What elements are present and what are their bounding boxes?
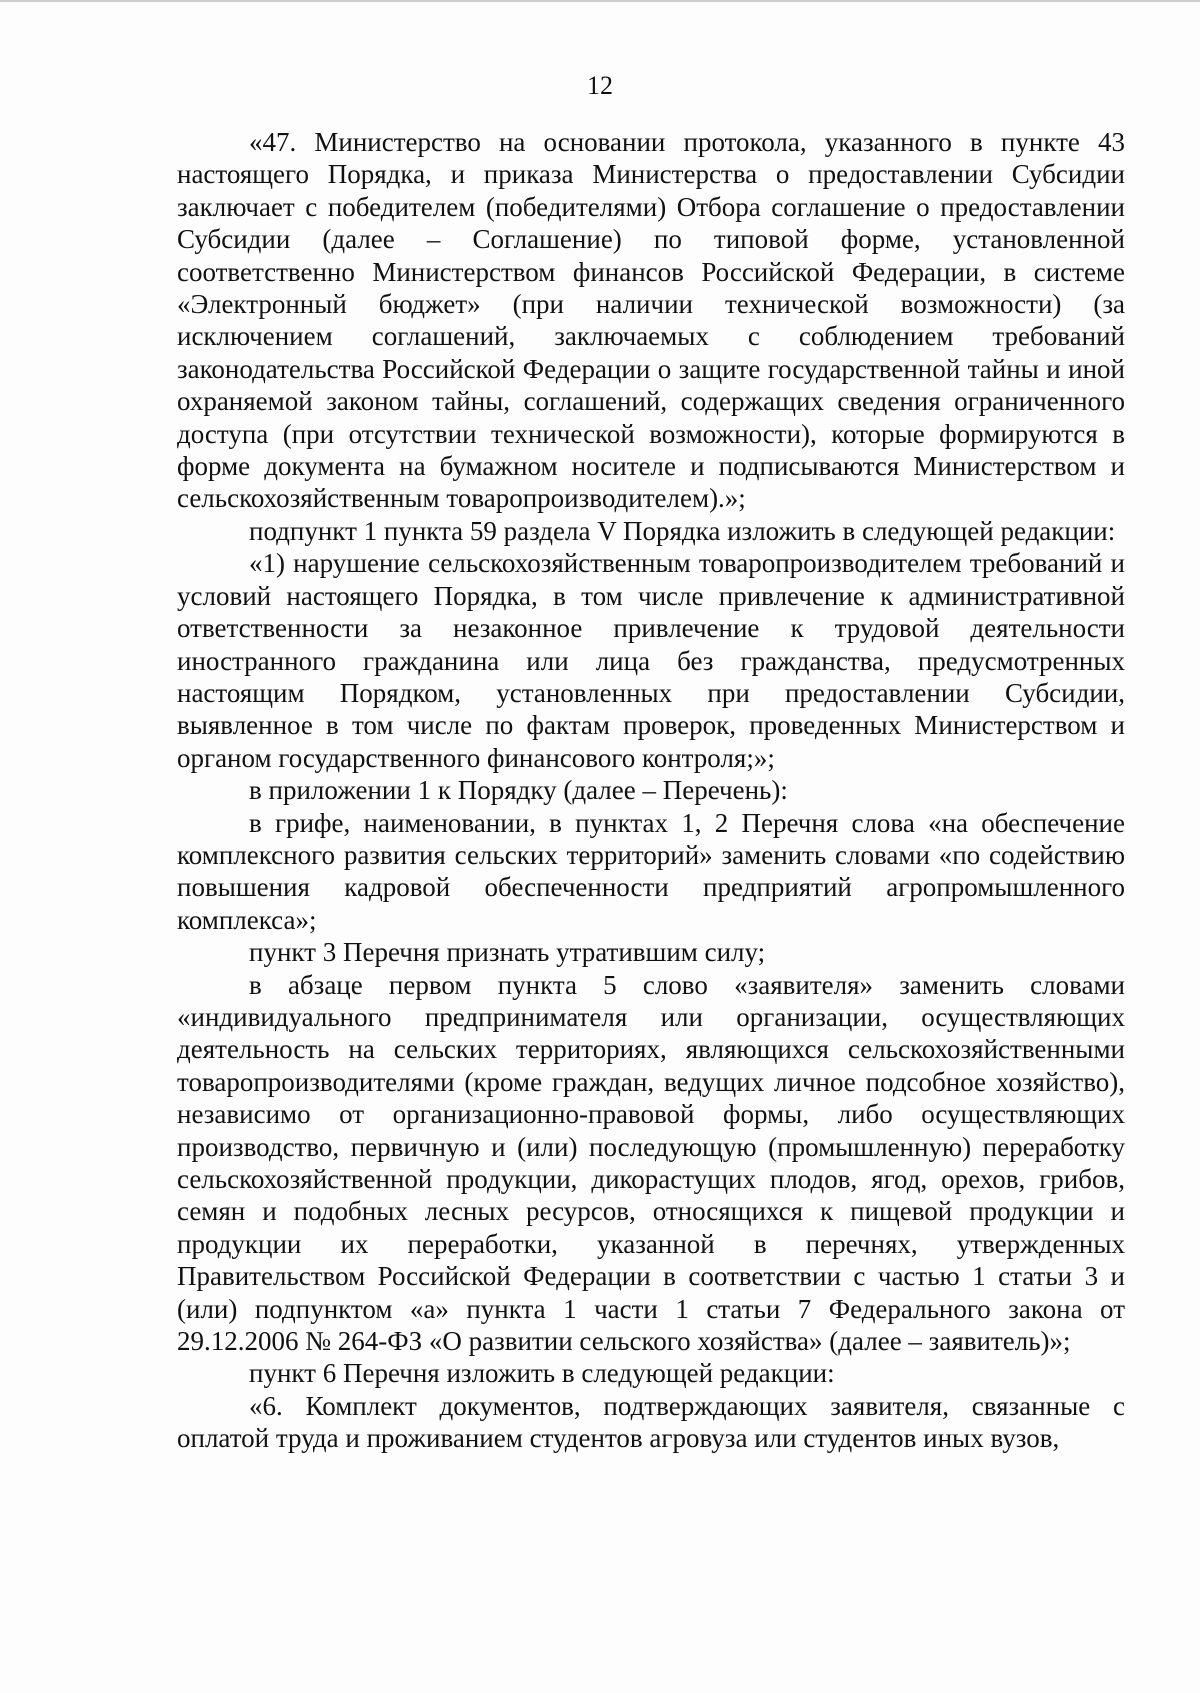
paragraph-subpoint-1-text: «1) нарушение сельскохозяйственным товаропроизводителем требований и условий настоящего Порядка, в том числе привлечение к административной ответственности за незаконное привлечение к трудовой деятельности иностранного гражданина или лица без гражданства, предусмотренных настоящим Порядком, установленных при предоставлении Субсидии, выявленное в том числе по фактам проверок, проведенных Министерством и органом государственного финансового контроля;»; xyxy=(177,548,1125,773)
paragraph-point-47: «47. Министерство на основании протокола, указанного в пункте 43 настоящего Порядка, и приказа Министерства о предоставлении Субсидии заключает с победителем (победителями) Отбора соглашение о предоставлении Субсидии (далее – Соглашение) по типовой форме, установленной соответственно Министерством финансов Российской Федерации, в системе «Электронный бюджет» (при наличии технической возможности) (за исключением соглашений, заключаемых с соблюдением требований законодательства Российской Федерации о защите государственной тайны и иной охраняемой законом тайны, соглашений, содержащих сведения ограниченного доступа (при отсутствии технической возможности), которые формируются в форме документа на бумажном носителе и подписываются Министерством и сельскохозяйственным товаропроизводителем).»; xyxy=(177,127,1125,514)
paragraph-heading-replacement: в грифе, наименовании, в пунктах 1, 2 Перечня слова «на обеспечение комплексного развития сельских территорий» заменить словами «по содействию повышения кадровой обеспеченности предприятий агропромышленного комплекса»; xyxy=(177,807,1125,935)
paragraph-point-3: пункт 3 Перечня признать утратившим силу; xyxy=(249,937,766,968)
paragraph-point-6-text: «6. Комплект документов, подтверждающих заявителя, связанные с оплатой труда и проживанием студентов агровуза или студентов иных вузов, xyxy=(177,1390,1125,1454)
paragraph-point-5: в абзаце первом пункта 5 слово «заявителя» заменить словами «индивидуального предпринимателя или организации, осуществляющих деятельность на сельских территориях, являющихся сельскохозяйственными товаропроизводителями (кроме граждан, ведущих личное подсобное хозяйство), независимо от организационно-правовой формы, либо осуществляющих производство, первичную и (или) последующую (промышленную) переработку сельскохозяйственной продукции, дикорастущих плодов, ягод, орехов, грибов, семян и подобных лесных ресурсов, относящихся к пищевой продукции и продукции их переработки, указанной в перечнях, утвержденных Правительством Российской Федерации в соответствии с частью 1 статьи 3 и (или) подпунктом «а» пункта 1 части 1 статьи 7 Федерального закона от 29.12.2006 № 264-ФЗ «О развитии сельского хозяйства» (далее – заявитель)»; xyxy=(177,969,1125,1357)
paragraph-subpoint-1-intro: подпункт 1 пункта 59 раздела V Порядка изложить в следующей редакции: xyxy=(249,515,1116,546)
document-body xyxy=(177,126,1125,1455)
page-number: 12 xyxy=(587,71,613,100)
paragraph-appendix-1: в приложении 1 к Порядку (далее – Перечень): xyxy=(249,775,788,806)
scan-edge-line xyxy=(0,0,1200,2)
paragraph-point-6-intro: пункт 6 Перечня изложить в следующей редакции: xyxy=(249,1358,835,1389)
